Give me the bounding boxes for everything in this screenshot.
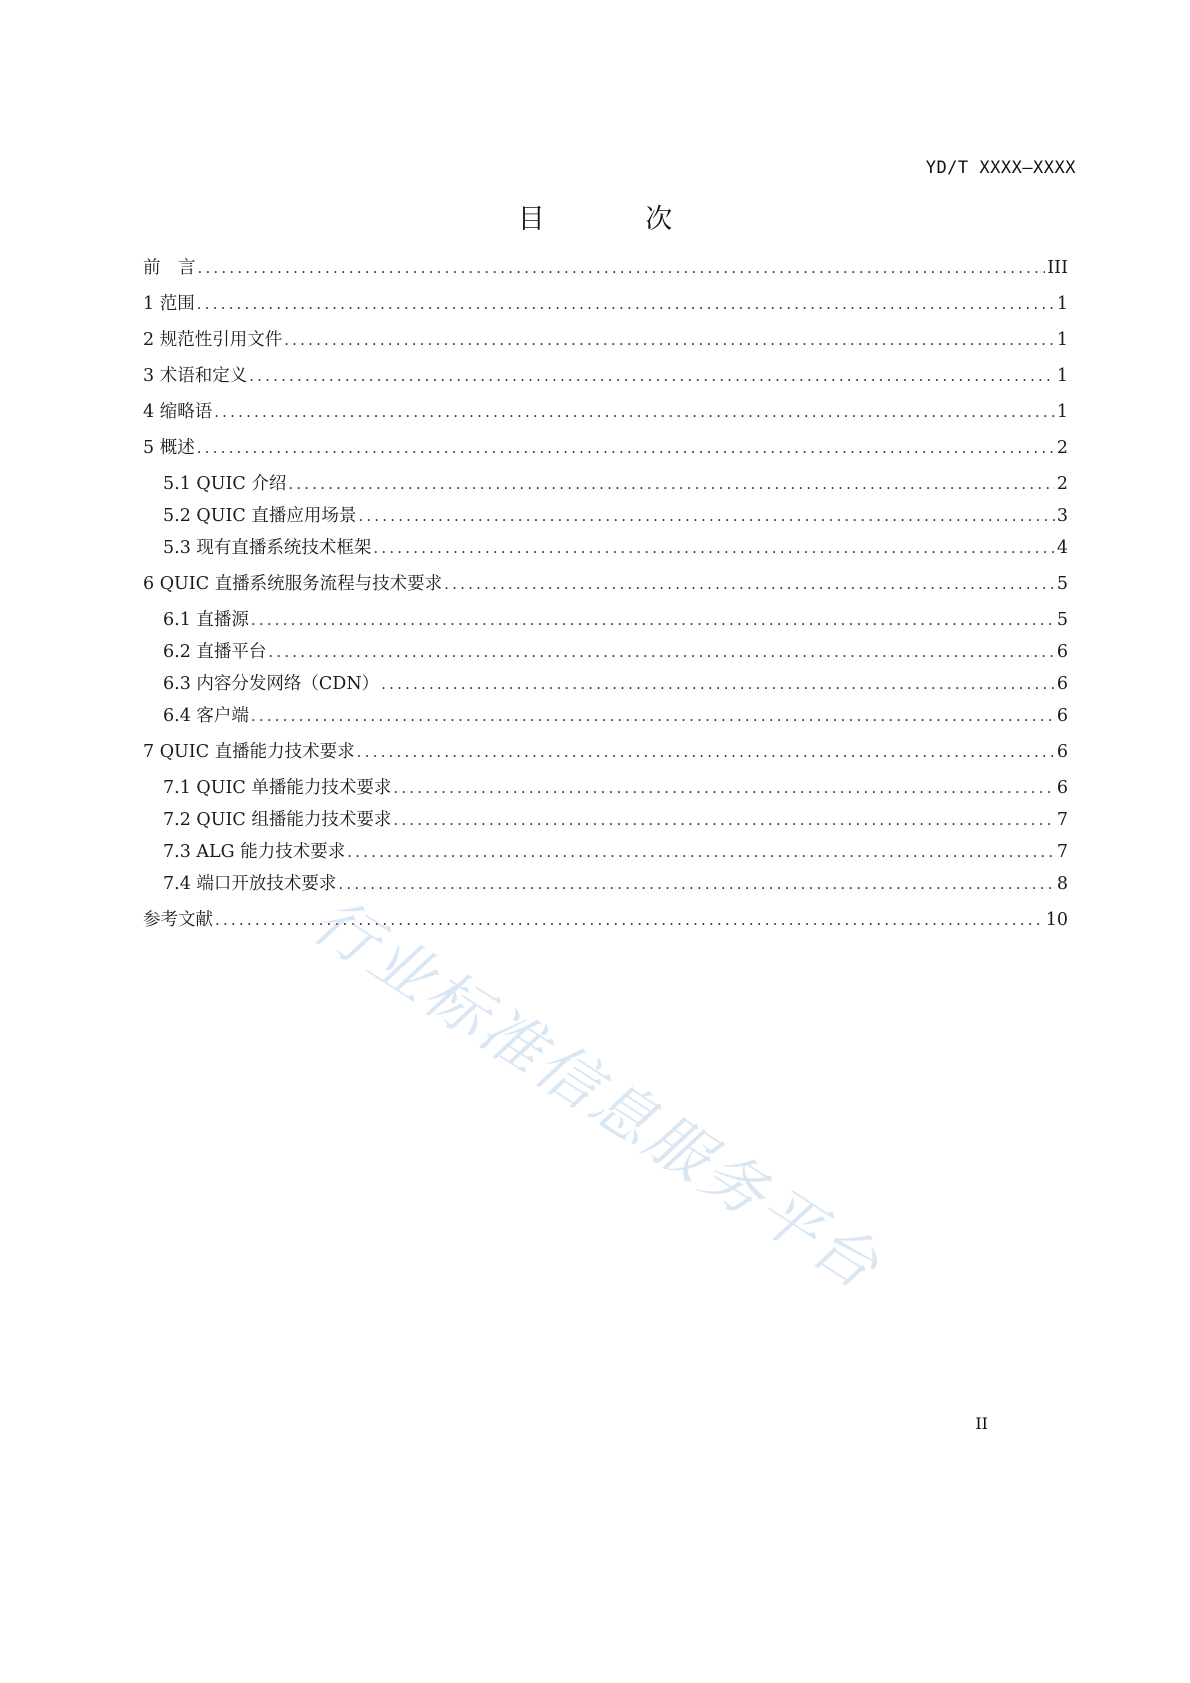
toc-entry-7[interactable] (143, 739, 1068, 765)
toc-entry-label: 7.4 端口开放技术要求 (163, 874, 337, 894)
toc-entry-label: 6.2 直播平台 (163, 642, 267, 662)
toc-entry-label: 5 概述 (143, 438, 195, 458)
toc-dot-leader (288, 471, 1055, 497)
toc-entry-label: 参考文献 (143, 910, 213, 930)
toc-entry-label: 5.1 QUIC 介绍 (163, 474, 287, 494)
toc-entry-page: 6 (1056, 742, 1068, 762)
toc-entry-page: 1 (1056, 402, 1068, 422)
toc-entry-scope[interactable] (143, 291, 1068, 317)
toc-entry-5-3[interactable] (163, 535, 1068, 561)
document-id: YD/T XXXX—XXXX (925, 158, 1076, 178)
toc-entry-label: 前 言 (143, 258, 196, 278)
toc-entry-label: 5.2 QUIC 直播应用场景 (163, 506, 357, 526)
toc-entry-label: 6.1 直播源 (163, 610, 249, 630)
toc-dot-leader (198, 255, 1046, 281)
toc-entry-page: 1 (1056, 294, 1068, 314)
toc-dot-leader (197, 435, 1055, 461)
toc-dot-leader (284, 327, 1055, 353)
toc-entry-page: 2 (1056, 474, 1068, 494)
toc-entry-7-2[interactable] (163, 807, 1068, 833)
toc-entry-foreword[interactable] (143, 255, 1068, 281)
toc-dot-leader (393, 775, 1055, 801)
toc-dot-leader (373, 535, 1054, 561)
toc-entry-page: 5 (1056, 574, 1068, 594)
toc-entry-page: 8 (1056, 874, 1068, 894)
watermark: 行业标准信息服务平台 (300, 883, 894, 1305)
toc-entry-page: 1 (1056, 330, 1068, 350)
toc-entry-label: 6.4 客户端 (163, 706, 249, 726)
toc-entry-page: 7 (1056, 842, 1068, 862)
toc-entry-page: 3 (1056, 506, 1068, 526)
toc-dot-leader (249, 363, 1055, 389)
toc-entry-6-2[interactable] (163, 639, 1068, 665)
toc-entry-label: 4 缩略语 (143, 402, 213, 422)
toc-entry-label: 2 规范性引用文件 (143, 330, 283, 350)
toc-entry-page: III (1047, 258, 1068, 278)
toc-entry-6-1[interactable] (163, 607, 1068, 633)
toc-entry-label: 7.1 QUIC 单播能力技术要求 (163, 778, 392, 798)
toc-entry-5-1[interactable] (163, 471, 1068, 497)
toc-entry-6-3[interactable] (163, 671, 1068, 697)
toc-entry-bibliography[interactable] (143, 907, 1068, 933)
toc-entry-label: 7.2 QUIC 组播能力技术要求 (163, 810, 392, 830)
toc-entry-overview[interactable] (143, 435, 1068, 461)
toc-entry-6-4[interactable] (163, 703, 1068, 729)
toc-dot-leader (444, 571, 1055, 597)
toc-dot-leader (197, 291, 1055, 317)
toc-entry-7-3[interactable] (163, 839, 1068, 865)
toc-entry-page: 7 (1056, 810, 1068, 830)
toc-entry-normative-references[interactable] (143, 327, 1068, 353)
toc-dot-leader (381, 671, 1055, 697)
toc-entry-label: 7 QUIC 直播能力技术要求 (143, 742, 355, 762)
toc-entry-5-2[interactable] (163, 503, 1068, 529)
toc-entry-page: 2 (1056, 438, 1068, 458)
toc-entry-label: 7.3 ALG 能力技术要求 (163, 842, 346, 862)
toc-entry-label: 5.3 现有直播系统技术框架 (163, 538, 372, 558)
toc-entry-6[interactable] (143, 571, 1068, 597)
toc-entry-page: 6 (1056, 706, 1068, 726)
toc-entry-page: 6 (1056, 674, 1068, 694)
toc-entry-label: 1 范围 (143, 294, 195, 314)
toc-entry-page: 6 (1056, 642, 1068, 662)
toc-dot-leader (268, 639, 1054, 665)
toc-entry-page: 4 (1056, 538, 1068, 558)
toc-dot-leader (358, 503, 1055, 529)
toc-entry-label: 3 术语和定义 (143, 366, 248, 386)
toc-dot-leader (338, 871, 1054, 897)
toc-entry-page: 5 (1056, 610, 1068, 630)
toc-title: 目 次 (517, 204, 719, 235)
toc-entry-label: 6 QUIC 直播系统服务流程与技术要求 (143, 574, 443, 594)
toc-dot-leader (251, 607, 1055, 633)
toc-entry-page: 10 (1045, 910, 1068, 930)
toc-entry-7-4[interactable] (163, 871, 1068, 897)
toc-dot-leader (214, 399, 1055, 425)
toc-entry-page: 1 (1056, 366, 1068, 386)
toc-dot-leader (357, 739, 1055, 765)
toc-entry-page: 6 (1056, 778, 1068, 798)
toc-dot-leader (393, 807, 1055, 833)
toc-entry-7-1[interactable] (163, 775, 1068, 801)
toc-dot-leader (251, 703, 1055, 729)
toc-entry-terms-definitions[interactable] (143, 363, 1068, 389)
toc-dot-leader (347, 839, 1055, 865)
page-number: II (975, 1414, 988, 1433)
toc-entry-abbreviations[interactable] (143, 399, 1068, 425)
toc-entry-label: 6.3 内容分发网络（CDN） (163, 674, 380, 694)
